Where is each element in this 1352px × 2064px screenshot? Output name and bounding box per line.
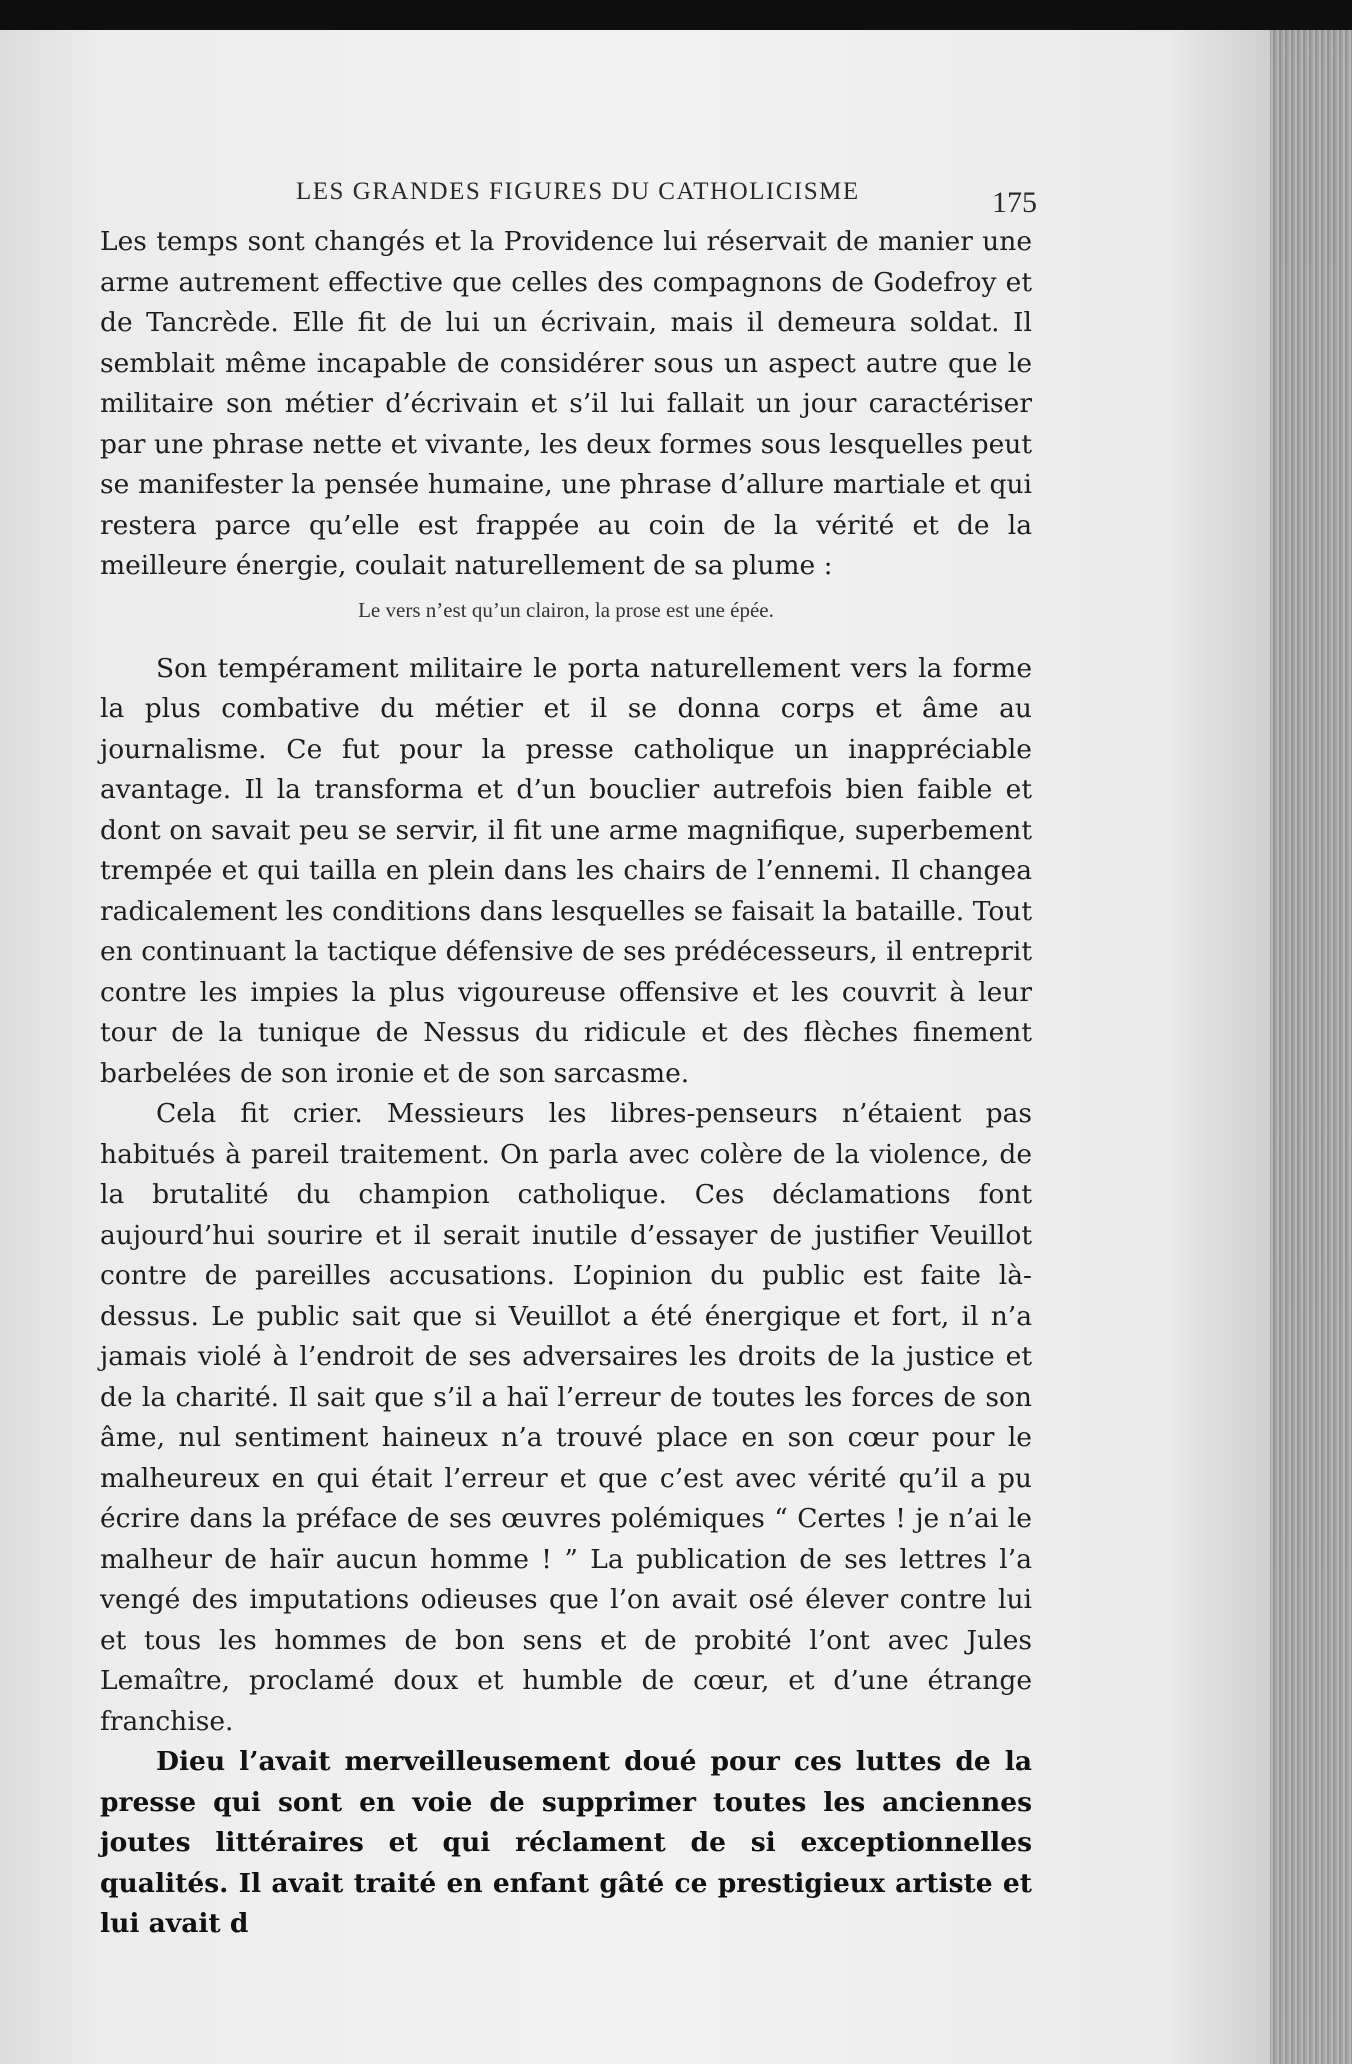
page-stack-edge [1270,30,1352,2064]
verse-quote: Le vers n’est qu’un clairon, la prose est une épée. [358,597,774,622]
body-text [100,222,1032,1945]
paragraph-3: Cela fit crier. Messieurs les libres-penseurs n’étaient pas habitués à pareil traitement. On parla avec colère de la violence, de la brutalité du champion catholique. Ces déclamations font aujourd’hui sourire et il serait inutile d’essayer de justifier Veuillot contre de pareilles accusations. L’opinion du public est faite là-dessus. Le public sait que si Veuillot a été énergique et fort, il n’a jamais violé à l’endroit de ses adversaires les droits de la justice et de la charité. Il sait que s’il a haï l’erreur de toutes les forces de son âme, nul sentiment haineux n’a trouvé place en son cœur pour le malheureux en qui était l’erreur et que c’est avec vérité qu’il a pu écrire dans la préface de ses œuvres polémiques “ Certes ! je n’ai le malheur de haïr aucun homme ! ” La publication de ses lettres l’a vengé des imputations odieuses que l’on avait osé élever contre lui et tous les hommes de bon sens et de probité l’ont avec Jules Lemaître, proclamé doux et humble de cœur, et d’une étrange franchise. [100,1098,1032,1737]
paragraph-2: Son tempérament militaire le porta naturellement vers la forme la plus combative du métier et il se donna corps et âme au journalisme. Ce fut pour la presse catholique un inappréciable avantage. Il la transforma et d’un bouclier autrefois bien faible et dont on savait peu se servir, il fit une arme magnifique, superbement trempée et qui tailla en plein dans les chairs de l’ennemi. Il changea radicalement les conditions dans lesquelles se faisait la bataille. Tout en continuant la tactique défensive de ses prédécesseurs, il entreprit contre les impies la plus vigoureuse offensive et les couvrit à leur tour de la tunique de Nessus du ridicule et des flèches finement barbelées de son ironie et de son sarcasme. [100,652,1032,1089]
running-title: LES GRANDES FIGURES DU CATHOLICISME [296,178,860,205]
paragraph-4: Dieu l’avait merveilleusement doué pour ces luttes de la presse qui sont en voie de supprimer toutes les anciennes joutes littéraires et qui réclament de si exceptionnelles qualités. Il avait traité en enfant gâté ce prestigieux artiste et lui avait d [100,1746,1032,1939]
paragraph-1: Les temps sont changés et la Providence lui réservait de manier une arme autrement effective que celles des compagnons de Godefroy et de Tancrède. Elle fit de lui un écrivain, mais il demeura soldat. Il semblait même incapable de considérer sous un aspect autre que le militaire son métier d’écrivain et s’il lui fallait un jour caractériser par une phrase nette et vivante, les deux formes sous lesquelles peut se manifester la pensée humaine, une phrase d’allure martiale et qui restera parce qu’elle est frappée au coin de la vérité et de la meilleure énergie, coulait naturellement de sa plume : [100,226,1032,581]
scanner-top-border [0,0,1352,30]
page-number: 175 [992,186,1037,219]
